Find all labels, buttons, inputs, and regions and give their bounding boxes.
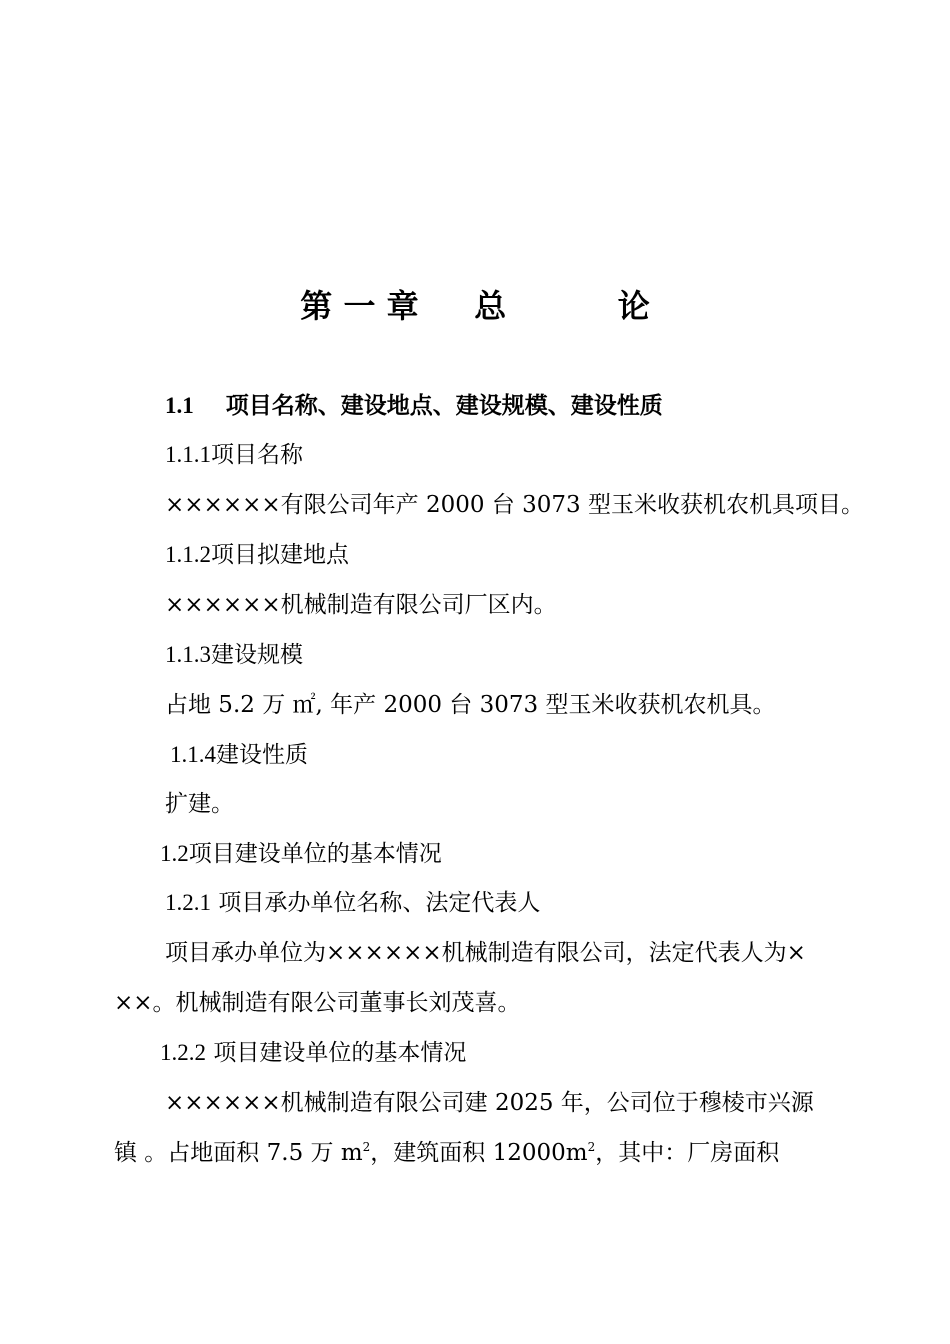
section-number: 1.2 [160,841,189,866]
paragraph-legal-rep-line1: 项目承办单位为××××××机械制造有限公司，法定代表人为× [165,940,806,966]
scale-output: , 年产 2000 台 3073 型玉米收获机农机具。 [315,692,776,718]
paragraph-location: ××××××机械制造有限公司厂区内。 [165,592,557,618]
section-heading-1-1-3 [0,640,950,670]
section-heading-1-1-2 [0,540,950,570]
section-title: 建设性质 [216,742,308,768]
section-title: 项目建设单位的基本情况 [213,1040,467,1066]
section-number: 1.1.3 [165,642,211,667]
paragraph-scale [0,690,950,720]
section-heading-1-1-1 [0,440,950,470]
paragraph-company-line1: ××××××机械制造有限公司建 2025 年，公司位于穆棱市兴源 [165,1090,814,1116]
section-number: 1.2.1 [165,890,211,915]
section-title: 项目名称 [211,442,303,468]
paragraph-company-line2 [0,1138,950,1168]
section-title: 项目拟建地点 [211,542,349,568]
section-number: 1.1.2 [165,542,211,567]
section-number: 1.1.1 [165,442,211,467]
paragraph-nature: 扩建。 [165,791,234,817]
section-heading-1-1 [0,391,950,421]
section-heading-1-2-2 [0,1038,950,1068]
section-heading-1-1-4 [0,740,950,770]
chapter-title: 第 一 章 总 论 [300,287,650,325]
section-title: 项目建设单位的基本情况 [188,841,442,867]
company-building-area: ，建筑面积 12000m [370,1140,588,1166]
section-number: 1.1 [165,393,194,418]
section-title: 项目承办单位名称、法定代表人 [218,890,541,916]
section-number: 1.1.4 [170,742,216,767]
paragraph-legal-rep-line2: ××。机械制造有限公司董事长刘茂喜。 [114,990,521,1016]
section-title: 建设规模 [211,642,303,668]
paragraph-project-name: ××××××有限公司年产 2000 台 3073 型玉米收获机农机具项目。 [165,492,864,518]
section-title: 项目名称、建设地点、建设规模、建设性质 [225,393,663,419]
scale-area: 占地 5.2 万 ㎡ [165,692,316,718]
company-land-area: 镇 。占地面积 7.5 万 m [114,1140,363,1166]
superscript-2: 2 [587,1140,596,1154]
superscript-2: 2 [362,1140,371,1154]
section-heading-1-2-1 [0,888,950,918]
section-heading-1-2 [0,839,950,869]
section-number: 1.2.2 [160,1040,206,1065]
company-factory-area: ，其中：厂房面积 [595,1140,780,1166]
